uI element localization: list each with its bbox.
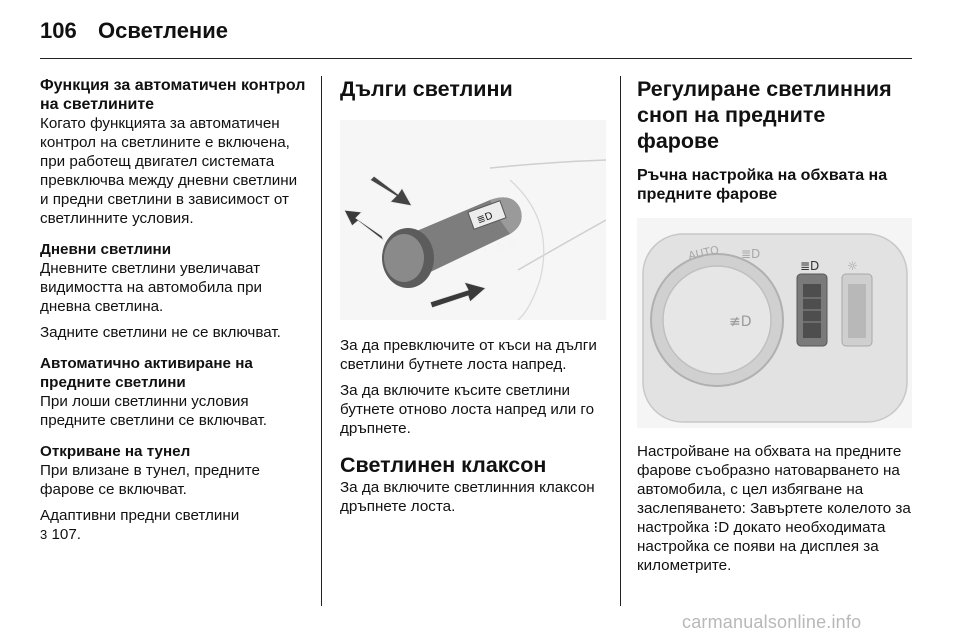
light-stalk-image bbox=[340, 120, 606, 320]
svg-text:≢D: ≢D bbox=[729, 314, 752, 330]
page-number: 106 bbox=[40, 18, 77, 43]
svg-text:≣D: ≣D bbox=[741, 247, 761, 261]
column-divider-2 bbox=[620, 76, 621, 606]
svg-text:≣D: ≣D bbox=[475, 210, 495, 227]
flash-title: Светлинен клаксон bbox=[340, 453, 547, 477]
auto-activation-body: При лоши светлинни условия предните светлини се включват. bbox=[40, 393, 267, 429]
flash-p1: За да включите светлинния клаксон дръпнете лоста. bbox=[340, 479, 595, 515]
svg-text:☼: ☼ bbox=[847, 259, 858, 273]
column-divider-1 bbox=[321, 76, 322, 606]
manual-range-p1: Настройване на обхвата на предните фарове съобразно натоварването на автомобила, с цел избягване на заслепяването: Завъртете колелото за bbox=[637, 443, 911, 517]
manual-range-heading: Ръчна настройка на обхвата на предните фарове bbox=[637, 167, 888, 203]
high-beam-p2: За да включите късите светлини бутнете отново лоста напред или го дръпнете. bbox=[340, 382, 595, 437]
auto-light-heading: Функция за автоматичен контрол на светлините bbox=[40, 77, 306, 113]
headlight-range-icon: ⁝D bbox=[713, 519, 730, 536]
afl-text: Адаптивни предни светлини bbox=[40, 507, 240, 524]
range-title: Регулиране светлинния сноп на предните фарове bbox=[637, 77, 892, 153]
page-header bbox=[40, 18, 912, 56]
column-3 bbox=[637, 76, 912, 575]
light-switch-image bbox=[637, 218, 912, 428]
switch-illustration bbox=[637, 218, 912, 428]
reference-arrow-icon: 3 bbox=[40, 527, 48, 542]
auto-light-body: Когато функцията за автоматичен контрол на светлините е включена, при работещ двигател системата превключва между дневни светлини и предни светлини в зависимост от светлинните условия. bbox=[40, 115, 298, 227]
tunnel-body: При влизане в тунел, предните фарове се включват. bbox=[40, 462, 260, 498]
page-title: Осветление bbox=[98, 18, 228, 43]
watermark: carmanualsonline.info bbox=[682, 612, 862, 632]
manual-range-p2: настройка ⁝D докато необходимата настройка се появи на дисплея за километрите. bbox=[637, 519, 886, 574]
drl-body-2: Задните светлини не се включват. bbox=[40, 324, 281, 341]
svg-text:≣D: ≣D bbox=[800, 259, 820, 273]
column-1 bbox=[40, 76, 308, 544]
high-beam-p1: За да превключите от къси на дълги светлини бутнете лоста напред. bbox=[340, 337, 597, 373]
afl-reference[interactable] bbox=[40, 525, 308, 544]
drl-heading: Дневни светлини bbox=[40, 241, 172, 258]
high-beam-title: Дълги светлини bbox=[340, 77, 513, 101]
header-rule bbox=[40, 58, 912, 59]
tunnel-heading: Откриване на тунел bbox=[40, 443, 191, 460]
column-2 bbox=[340, 76, 606, 516]
svg-text:↕ Φ Φ: ↕ Φ Φ bbox=[478, 235, 522, 263]
auto-activation-heading: Автоматично активиране на предните светлини bbox=[40, 355, 253, 391]
reference-page: 107. bbox=[51, 526, 82, 543]
stalk-illustration bbox=[340, 120, 606, 320]
drl-body: Дневните светлини увеличават видимостта на автомобила при дневна светлина. bbox=[40, 260, 263, 315]
switch-auto-label: AUTO bbox=[687, 243, 721, 263]
